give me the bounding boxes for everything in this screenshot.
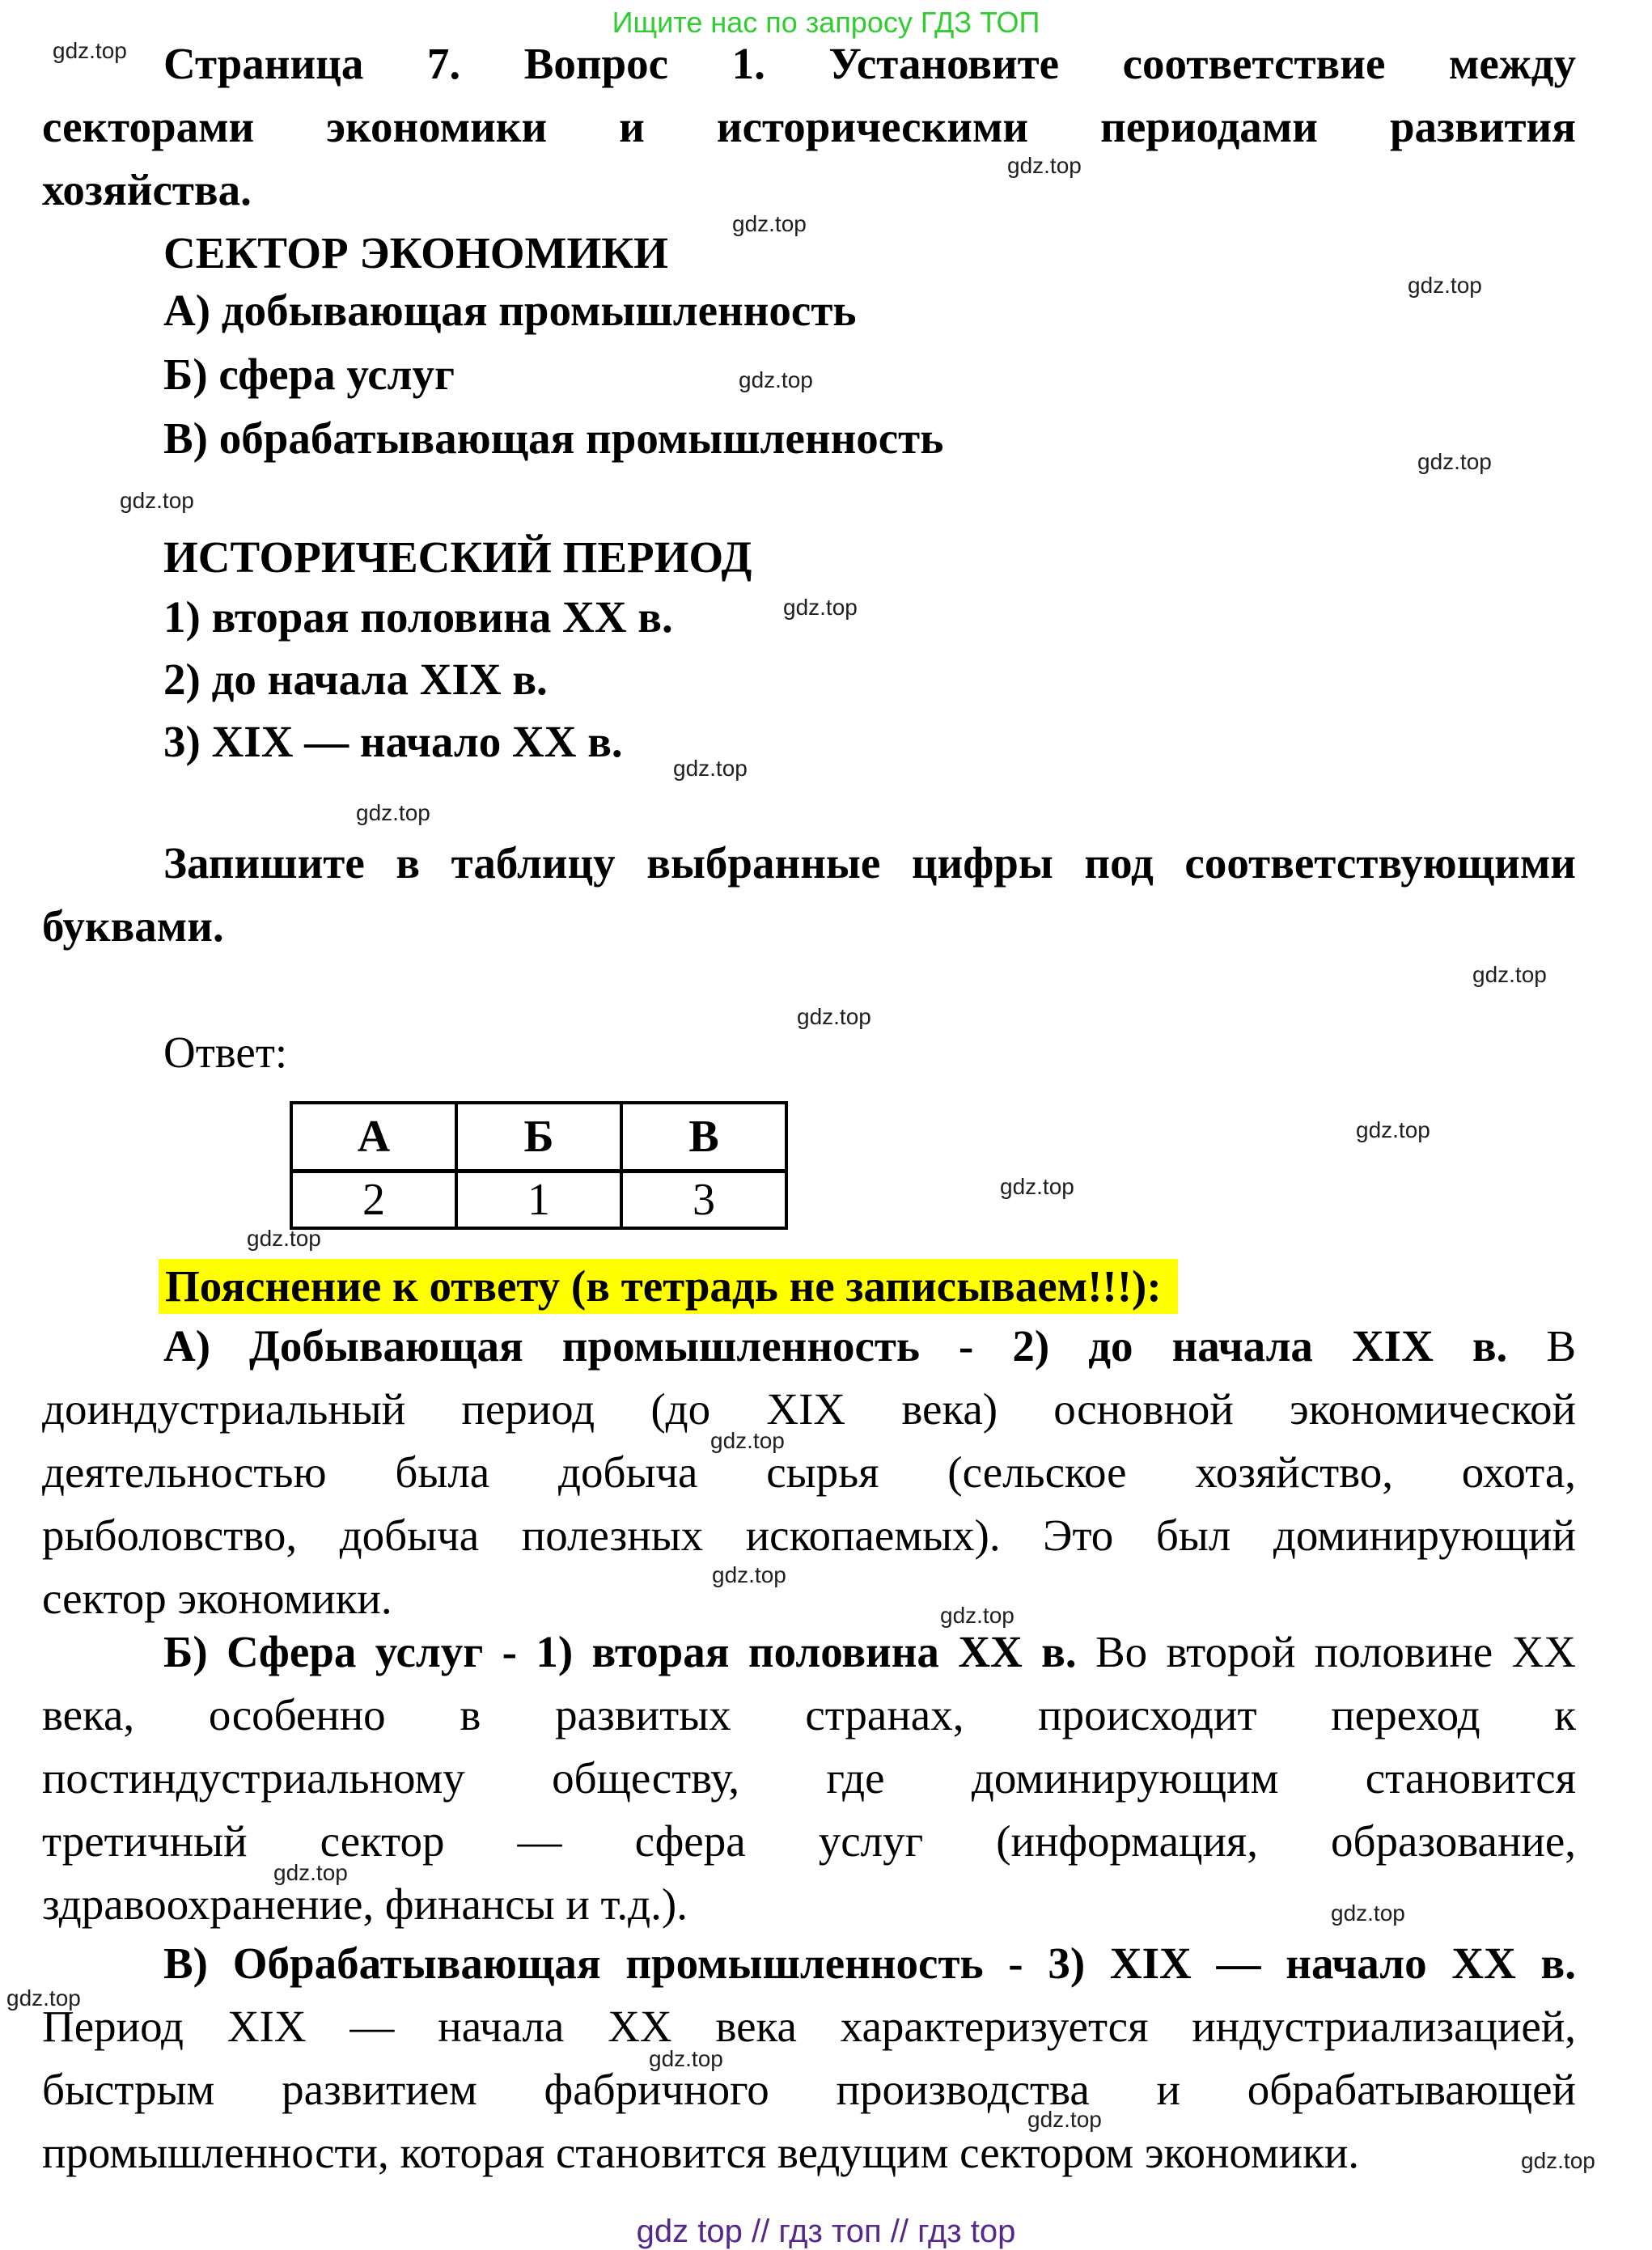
watermark-text: gdz.top [783,595,858,620]
answer-table-value-row [291,1172,786,1229]
answer-table-value-v: 3 [621,1172,786,1229]
question-line-2: секторами экономики и историческими периодами развития [42,102,1576,151]
answer-table-header-b: Б [456,1103,621,1172]
explanation-b-line-1 [42,1621,1576,1684]
question-line-1: Страница 7. Вопрос 1. Установите соответствие между [163,39,1576,88]
explanation-v-line-1: В) Обрабатывающая промышленность - 3) XIX — начало XX в. [163,1939,1576,1988]
instruction [42,832,1576,958]
watermark-text: gdz.top [712,1562,786,1587]
watermark-text: gdz.top [273,1860,348,1885]
explanation-a-line-4: рыболовство, добыча полезных ископаемых). Это был доминирующий [42,1511,1576,1560]
sector-item-v: В) обрабатывающая промышленность [163,413,944,463]
period-section-title: ИСТОРИЧЕСКИЙ ПЕРИОД [163,532,752,582]
answer-label: Ответ: [163,1028,288,1077]
watermark-text: gdz.top [247,1226,321,1251]
explanation-a-line-3: деятельностью была добыча сырья (сельское хозяйство, охота, [42,1447,1576,1497]
answer-table-value-a: 2 [291,1172,456,1229]
answer-table-value-b: 1 [456,1172,621,1229]
watermark-text: gdz.top [1027,2107,1102,2132]
explanation-a-line-1 [42,1315,1576,1378]
watermark-text: gdz.top [710,1428,785,1453]
explanation-v-line-2: Период XIX — начала XX века характеризуется индустриализацией, [42,2002,1576,2051]
period-item-3: 3) XIX — начало XX в. [163,717,623,766]
answer-table [290,1101,788,1230]
watermark-text: gdz.top [732,211,807,236]
sector-item-b: Б) сфера услуг [163,350,455,399]
period-item-1: 1) вторая половина XX в. [163,592,673,642]
instruction-line-1: Запишите в таблицу выбранные цифры под соответствующими [163,838,1576,888]
explanation-b-lead-rest: Во второй половине XX [1095,1627,1577,1676]
watermark-text: gdz.top [1408,273,1482,298]
period-items [42,586,1576,773]
explanation-highlight: Пояснение к ответу (в тетрадь не записываем!!!): [159,1259,1178,1314]
explanation-a-line-5: сектор экономики. [42,1574,392,1623]
period-item-2: 2) до начала XIX в. [163,655,548,704]
footer-tagline: gdz top // гдз топ // гдз top [636,2214,1016,2249]
instruction-line-2: буквами. [42,901,224,951]
explanation-paragraph-v [42,1932,1576,2184]
watermark-text: gdz.top [120,488,194,513]
watermark-text: gdz.top [1472,962,1547,987]
explanation-v-line-3: быстрым развитием фабричного производства и обрабатывающей [42,2065,1576,2114]
watermark-text: gdz.top [1417,449,1492,474]
sector-items [42,278,1576,470]
watermark-text: gdz.top [1331,1900,1405,1926]
watermark-text: gdz.top [1356,1117,1430,1142]
promo-banner: Ищите нас по запросу ГДЗ ТОП [612,6,1040,39]
sector-item-a: А) добывающая промышленность [163,286,857,335]
answer-table-header-a: А [291,1103,456,1172]
explanation-paragraph-a [42,1315,1576,1630]
explanation-a-lead: А) Добывающая промышленность - 2) до начала XIX в. [163,1321,1508,1371]
watermark-text: gdz.top [739,367,813,392]
explanation-a-line-2: доиндустриальный период (до XIX века) основной экономической [42,1384,1576,1434]
question-line-3: хозяйства. [42,165,252,214]
watermark-text: gdz.top [940,1603,1014,1628]
answer-table-header-row [291,1103,786,1172]
explanation-b-line-2: века, особенно в развитых странах, происходит переход к [42,1690,1576,1739]
watermark-text: gdz.top [1000,1174,1074,1199]
answer-table-header-v: В [621,1103,786,1172]
question-title [42,32,1576,222]
explanation-a-lead-rest: В [1546,1321,1576,1371]
watermark-text: gdz.top [1007,153,1082,178]
explanation-b-line-4: третичный сектор — сфера услуг (информация, образование, [42,1816,1576,1866]
explanation-b-line-5: здравоохранение, финансы и т.д.). [42,1879,688,1929]
watermark-text: gdz.top [797,1004,871,1029]
watermark-text: gdz.top [356,800,430,825]
explanation-b-line-3: постиндустриальному обществу, где доминирующим становится [42,1753,1576,1803]
watermark-text: gdz.top [6,1985,81,2011]
watermark-text: gdz.top [1521,2148,1595,2173]
explanation-v-line-4: промышленности, которая становится ведущим сектором экономики. [42,2128,1360,2177]
watermark-text: gdz.top [649,2046,723,2071]
explanation-header-wrap [159,1259,1178,1314]
explanation-paragraph-b [42,1621,1576,1936]
watermark-text: gdz.top [53,38,127,63]
explanation-b-lead: Б) Сфера услуг - 1) вторая половина XX в. [163,1627,1077,1676]
watermark-text: gdz.top [673,756,748,781]
sector-section-title: СЕКТОР ЭКОНОМИКИ [163,228,668,278]
